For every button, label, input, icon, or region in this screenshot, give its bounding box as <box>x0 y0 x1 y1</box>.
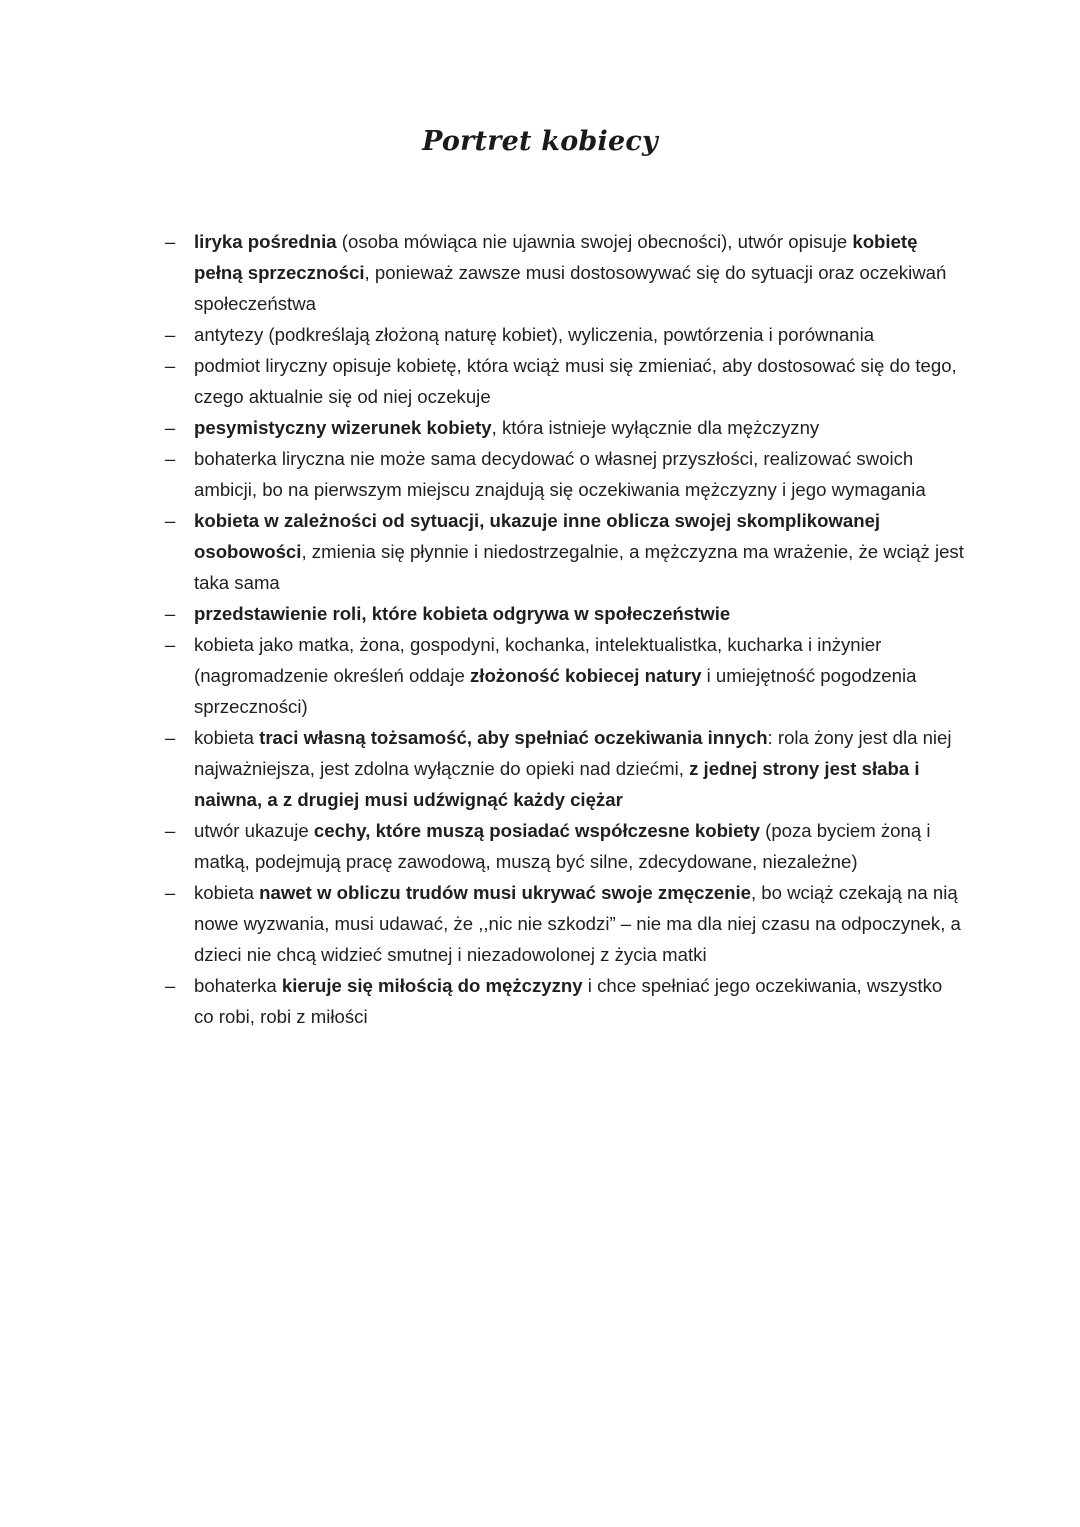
list-item <box>0 598 964 629</box>
bullet-dash: – <box>164 231 176 252</box>
bullet-dash: – <box>164 882 176 903</box>
list-item-text <box>194 510 964 593</box>
text-phrase: bohaterka liryczna nie może sama decydować o własnej przyszłości, realizować swoich ambicji, bo na pierwszym miejscu znajdują się oczekiwania mężczyzny i jego wymagania <box>194 448 926 500</box>
text-phrase: , która istnieje wyłącznie dla mężczyzny <box>491 417 820 438</box>
text-phrase: podmiot liryczny opisuje kobietę, która wciąż musi się zmieniać, aby dostosować się do tego, czego aktualnie się od niej oczekuje <box>194 355 957 407</box>
text-phrase: (osoba mówiąca nie ujawnia swojej obecności), utwór opisuje <box>336 231 853 252</box>
text-phrase: utwór ukazuje <box>194 820 314 841</box>
list-item-text <box>194 603 730 624</box>
bullet-dash: – <box>164 355 176 376</box>
text-phrase: , ponieważ zawsze musi dostosowywać się do sytuacji oraz oczekiwań społeczeństwa <box>194 262 947 314</box>
bold-phrase: kieruje się miłością do mężczyzny <box>281 975 583 996</box>
list-item <box>0 877 964 970</box>
list-item-text <box>194 882 961 965</box>
text-phrase: , bo wciąż czekają na nią nowe wyzwania, musi udawać, że ,,nic nie szkodzi” – nie ma dla niej czasu na odpoczynek, a dzieci nie chcą widzieć smutnej i niezadowolonej z życia matki <box>194 882 961 965</box>
bold-phrase: pesymistyczny wizerunek kobiety <box>194 417 492 438</box>
bullet-dash: – <box>164 417 176 438</box>
list-item <box>0 412 964 443</box>
bullet-dash: – <box>164 820 176 841</box>
text-phrase: antytezy (podkreślają złożoną naturę kobiet), wyliczenia, powtórzenia i porównania <box>194 324 875 345</box>
list-item <box>0 629 964 722</box>
list-item-text <box>194 355 957 407</box>
list-item-text <box>194 820 931 872</box>
notes-list <box>0 226 1080 1032</box>
bold-phrase: z jednej strony jest słaba i naiwna, a z drugiej musi udźwignąć każdy ciężar <box>194 758 920 810</box>
list-item-text <box>194 417 819 438</box>
list-item <box>0 226 964 319</box>
text-phrase: kobieta jako matka, żona, gospodyni, kochanka, intelektualistka, kucharka i inżynier (nagromadzenie określeń oddaje <box>194 634 882 686</box>
text-phrase: , zmienia się płynnie i niedostrzegalnie, a mężczyzna ma wrażenie, że wciąż jest taka sama <box>194 541 964 593</box>
bullet-dash: – <box>164 603 176 624</box>
bullet-dash: – <box>164 634 176 655</box>
text-phrase: i chce spełniać jego oczekiwania, wszystko co robi, robi z miłości <box>194 975 943 1027</box>
list-item-text <box>194 727 952 810</box>
bold-phrase: złożoność kobiecej natury <box>469 665 702 686</box>
text-phrase: kobieta <box>194 882 260 903</box>
list-item-text <box>194 634 916 717</box>
bullet-dash: – <box>164 727 176 748</box>
list-item-text <box>194 975 942 1027</box>
bullet-dash: – <box>164 448 176 469</box>
list-item-text <box>194 324 874 345</box>
list-item <box>0 722 964 815</box>
bold-phrase: traci własną tożsamość, aby spełniać oczekiwania innych <box>259 727 768 748</box>
text-phrase: kobieta <box>194 727 260 748</box>
list-item <box>0 443 964 505</box>
bold-phrase: przedstawienie roli, które kobieta odgrywa w społeczeństwie <box>194 603 731 624</box>
text-phrase: bohaterka <box>194 975 282 996</box>
bullet-dash: – <box>164 324 176 345</box>
text-phrase: (poza byciem żoną i matką, podejmują pracę zawodową, muszą być silne, zdecydowane, niezależne) <box>194 820 931 872</box>
page-title: Portret kobiecy <box>422 126 658 157</box>
list-item <box>0 970 964 1032</box>
bold-phrase: kobieta w zależności od sytuacji, ukazuje inne oblicza swojej skomplikowanej osobowości <box>194 510 881 562</box>
list-item-text <box>194 448 926 500</box>
bullet-dash: – <box>164 975 176 996</box>
text-phrase: : rola żony jest dla niej najważniejsza, jest zdolna wyłącznie do opieki nad dziećmi, <box>194 727 952 779</box>
bold-phrase: nawet w obliczu trudów musi ukrywać swoje zmęczenie <box>259 882 751 903</box>
bold-phrase: cechy, które muszą posiadać współczesne kobiety <box>313 820 760 841</box>
bold-phrase: liryka pośrednia <box>194 231 337 252</box>
list-item-text <box>194 231 946 314</box>
list-item <box>0 815 964 877</box>
bold-phrase: kobietę pełną sprzeczności <box>194 231 918 283</box>
text-phrase: i umiejętność pogodzenia sprzeczności) <box>194 665 917 717</box>
list-item <box>0 350 964 412</box>
list-item <box>0 319 964 350</box>
bullet-dash: – <box>164 510 176 531</box>
list-item <box>0 505 964 598</box>
